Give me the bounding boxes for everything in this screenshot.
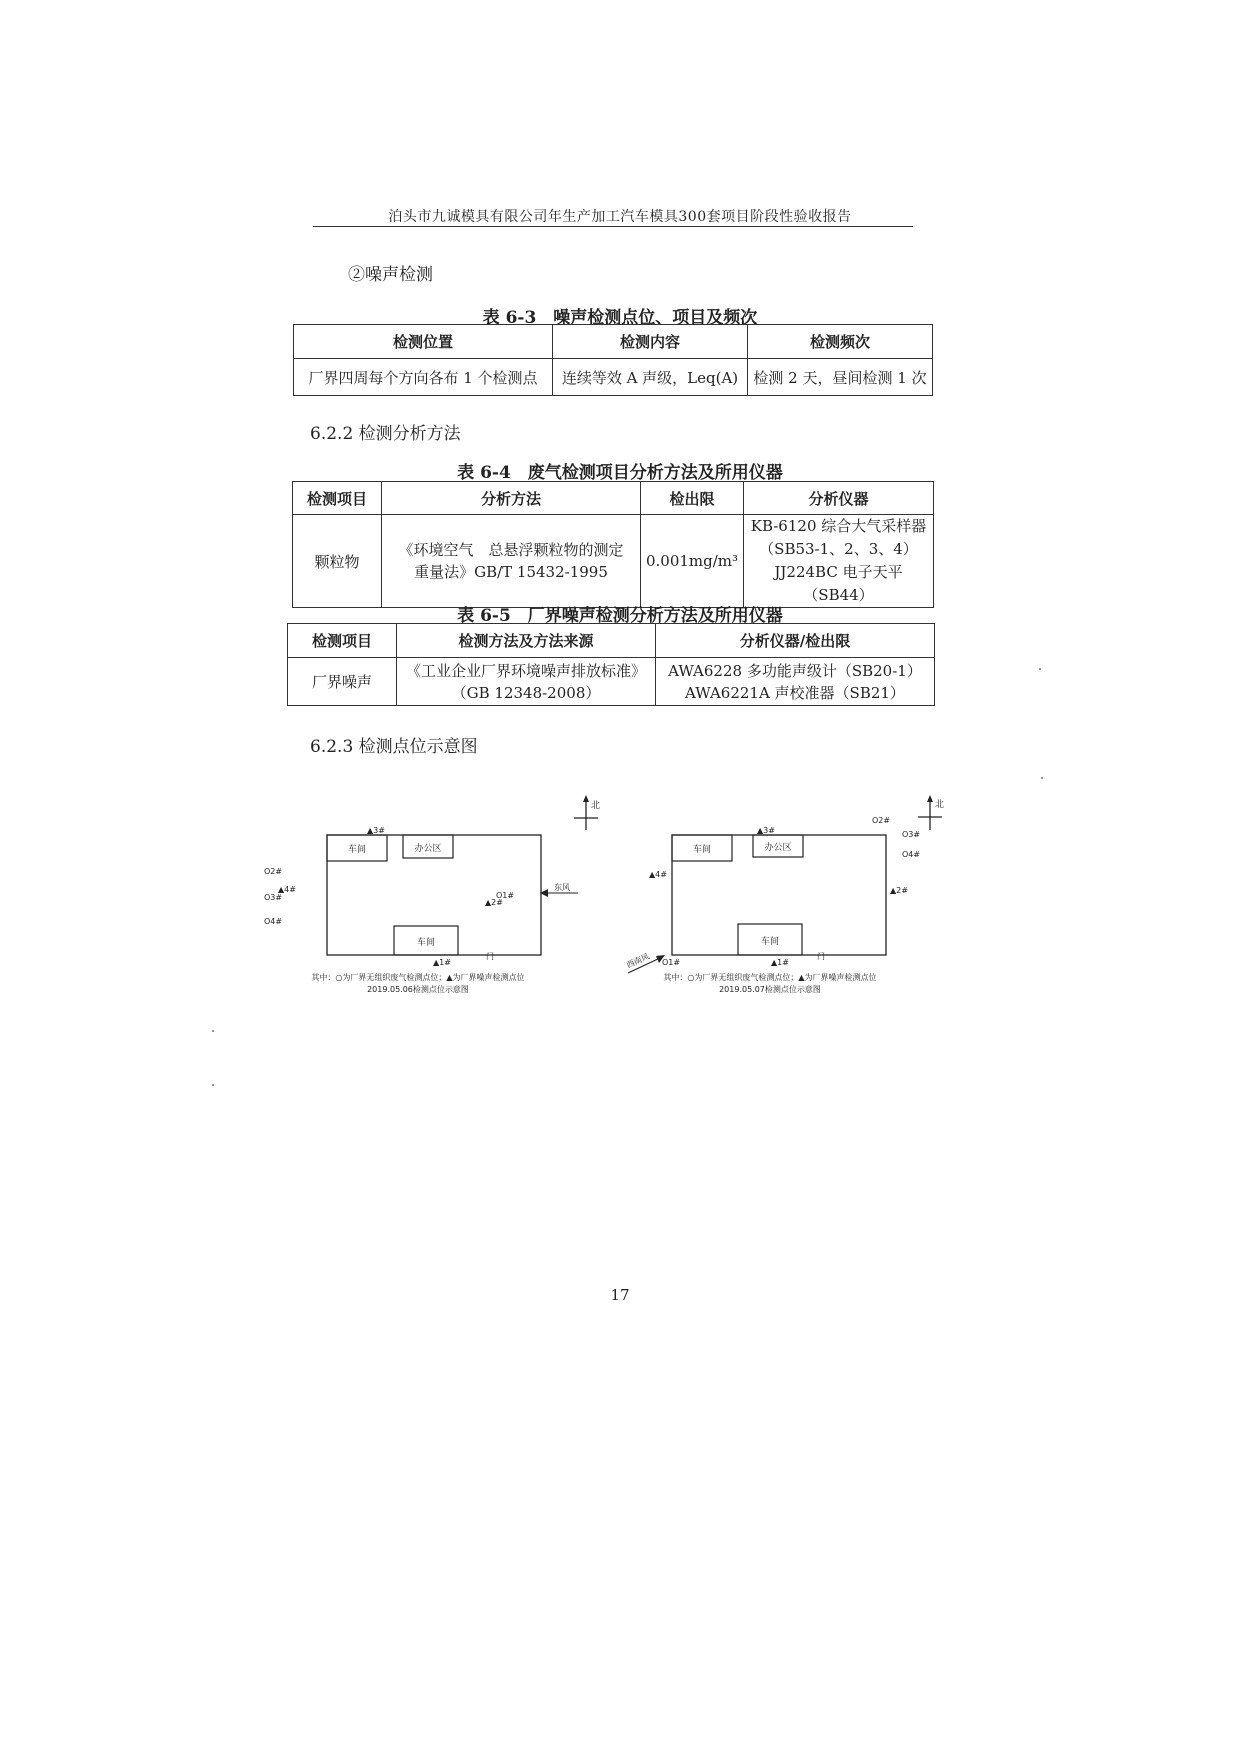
table-header: 检测方法及方法来源 [397,624,656,658]
gas-point-1: O1# [662,958,681,967]
table-6-4 [292,481,934,608]
table-6-4-caption: 表 6-4 废气检测项目分析方法及所用仪器 [457,463,783,483]
header-rule [313,226,913,227]
north-label: 北 [935,800,945,810]
instrument-line: JJ224BC 电子天平（SB44） [774,563,903,604]
wind-label: 西南风 [625,951,651,970]
table-cell-item: 厂界噪声 [288,658,397,706]
workshop-bottom-label: 车间 [760,937,780,947]
gas-point-4: O4# [902,850,921,859]
table-header: 分析仪器 [744,482,934,515]
gate-label: 门 [817,952,825,961]
page-number: 17 [610,1286,630,1304]
diagram-legend: 其中：○为厂界无组织废气检测点位；▲为厂界噪声检测点位 [663,973,877,982]
gate-label: 门 [486,952,494,961]
gas-point-2: O2# [872,816,891,825]
workshop-top-label: 车间 [692,845,712,855]
instrument-line: AWA6221A 声校准器（SB21） [685,683,905,702]
table-cell: 检测 2 天，昼间检测 1 次 [748,359,933,396]
scan-speck [1041,777,1043,779]
table-cell: 厂界四周每个方向各布 1 个检测点 [294,359,553,396]
north-label: 北 [591,801,601,811]
table-6-3 [293,324,933,396]
monitoring-diagram-0507 [620,790,960,1005]
method-line: （GB 12348-2008） [451,683,601,702]
method-line: 重量法》GB/T 15432-1995 [414,563,608,581]
table-cell-item: 颗粒物 [293,515,382,608]
table-header: 分析方法 [382,482,641,515]
instrument-line: AWA6228 多功能声级计（SB20-1） [668,661,922,680]
scan-speck [212,1084,214,1086]
noise-point-2: ▲2# [485,898,503,907]
section-6-2-2-title: 6.2.2 检测分析方法 [310,424,461,444]
workshop-bottom-label: 车间 [416,938,436,948]
method-line: 《环境空气 总悬浮颗粒物的测定 [398,541,624,559]
table-header: 检测频次 [748,325,933,359]
gas-point-3: O3# [264,893,283,902]
noise-point-3: ▲3# [757,826,775,835]
table-header: 检测内容 [553,325,748,359]
table-cell-instrument [656,658,935,706]
diagram-title: 2019.05.06检测点位示意图 [367,985,469,994]
noise-point-3: ▲3# [367,826,385,835]
noise-point-4: ▲4# [278,885,296,894]
section-noise-title: ②噪声检测 [348,265,433,285]
method-line: 《工业企业厂界环境噪声排放标准》 [405,661,646,680]
running-header: 泊头市九诚模具有限公司年生产加工汽车模具300套项目阶段性验收报告 [388,209,852,225]
table-header: 检测项目 [288,624,397,658]
diagram-legend: 其中：○为厂界无组织废气检测点位；▲为厂界噪声检测点位 [311,973,525,982]
section-6-2-3-title: 6.2.3 检测点位示意图 [310,737,478,757]
scan-speck [212,1030,214,1032]
table-6-3-caption: 表 6-3 噪声检测点位、项目及频次 [482,308,758,328]
office-label: 办公区 [414,844,442,854]
table-header: 检测位置 [294,325,553,359]
noise-point-2: ▲2# [890,886,908,895]
diagram-title: 2019.05.07检测点位示意图 [719,985,821,994]
wind-label: 东风 [554,883,570,892]
table-cell-method [382,515,641,608]
gas-point-2: O2# [264,867,283,876]
table-cell-limit: 0.001mg/m³ [641,515,744,608]
noise-point-1: ▲1# [433,958,451,967]
table-header: 检测项目 [293,482,382,515]
noise-point-4: ▲4# [649,870,667,879]
table-6-5 [287,623,935,706]
workshop-top-label: 车间 [347,845,367,855]
scan-speck [1039,668,1041,670]
table-cell: 连续等效 A 声级，Leq(A) [553,359,748,396]
instrument-line: KB-6120 综合大气采样器 [750,517,927,535]
table-header: 检出限 [641,482,744,515]
table-cell-method [397,658,656,706]
gas-point-3: O3# [902,830,921,839]
table-6-5-caption: 表 6-5 厂界噪声检测分析方法及所用仪器 [457,606,783,626]
instrument-line: （SB53-1、2、3、4） [759,540,918,558]
monitoring-diagram-0506 [264,790,620,1005]
gas-point-1: O1# [496,891,515,900]
gas-point-4: O4# [264,917,283,926]
table-header: 分析仪器/检出限 [656,624,935,658]
office-label: 办公区 [764,843,792,853]
table-cell-instrument [744,515,934,608]
noise-point-1: ▲1# [771,958,789,967]
